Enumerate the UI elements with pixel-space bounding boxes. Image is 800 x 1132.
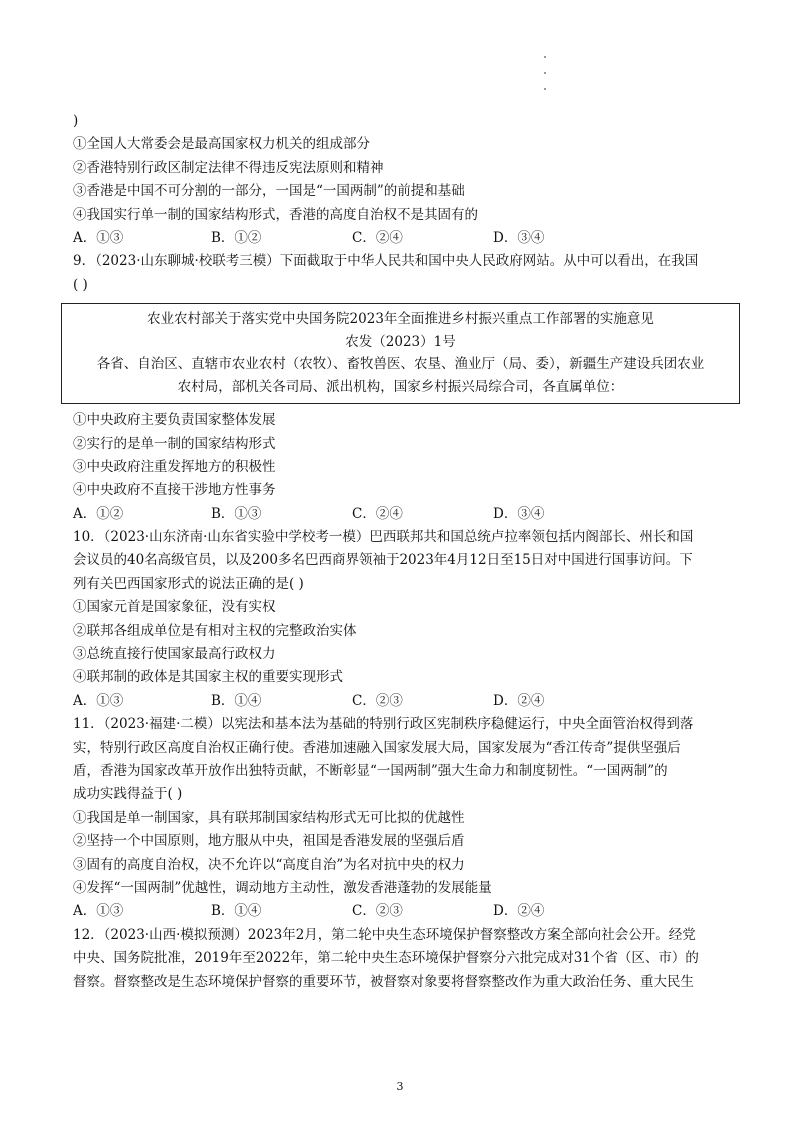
question-10: [73, 526, 733, 713]
option-c[interactable]: C．②③: [352, 903, 403, 920]
question-stem-line: 中央、国务院批准，2019年至2022年，第二轮中央生态环境保护督察分六批完成对31个省（区、市）的: [73, 950, 699, 967]
option-c[interactable]: C．②③: [352, 692, 403, 709]
page-number: 3: [396, 1080, 404, 1093]
option-d[interactable]: D．②④: [493, 692, 545, 709]
question-9: [73, 250, 733, 526]
answer-options: [73, 690, 733, 713]
answer-options: [73, 227, 733, 250]
statement: ②香港特别行政区制定法律不得违反宪法原则和精神: [73, 159, 384, 176]
question-stem-line: 会议员的40名高级官员，以及200多名巴西商界领袖于2023年4月12日至15日对中国进行国事访问。下: [73, 552, 693, 569]
option-b[interactable]: B．①③: [211, 505, 262, 522]
answer-options: [73, 900, 733, 923]
option-d[interactable]: D．②④: [493, 903, 545, 920]
statement: ①中央政府主要负责国家整体发展: [73, 412, 276, 429]
question-stem-line: 盾，香港为国家改革开放作出独特贡献，不断彰显“一国两制”强大生命力和制度韧性。“一国两制”的: [73, 762, 668, 779]
statement: ③中央政府注重发挥地方的积极性: [73, 458, 276, 475]
statement: ②实行的是单一制的国家结构形式: [73, 435, 276, 452]
statement: ④发挥“一国两制”优越性，调动地方主动性，激发香港蓬勃的发展能量: [73, 879, 492, 896]
prev-question: [73, 110, 733, 250]
question-stem-line: 督察。督察整改是生态环境保护督察的重要环节，被督察对象要将督察整改作为重大政治任务、重大民生: [73, 973, 694, 990]
excerpt-doc-number: 农发（2023）1号: [345, 333, 456, 350]
excerpt-title: 农业农村部关于落实党中央国务院2023年全面推进乡村振兴重点工作部署的实施意见: [147, 311, 654, 328]
scan-marks: [542, 56, 548, 104]
option-a[interactable]: A．①③: [73, 229, 124, 246]
excerpt-addressees: 各省、自治区、直辖市农业农村（农牧）、畜牧兽医、农垦、渔业厅（局、委），新疆生产建设兵团农业: [96, 356, 705, 373]
option-a[interactable]: A．①③: [73, 692, 124, 709]
exam-page: [73, 110, 733, 994]
statement: ②联邦各组成单位是有相对主权的完整政治实体: [73, 622, 357, 639]
statement: ②坚持一个中国原则，地方服从中央，祖国是香港发展的坚强后盾: [73, 833, 465, 850]
statement: ④我国实行单一制的国家结构形式，香港的高度自治权不是其固有的: [73, 206, 478, 223]
option-c[interactable]: C．②④: [352, 229, 403, 246]
option-b[interactable]: B．①④: [211, 903, 262, 920]
option-d[interactable]: D．③④: [493, 229, 545, 246]
document-excerpt-box: [61, 303, 740, 404]
question-stem-line: 9．（2023·山东聊城·校联考三模）下面截取于中华人民共和国中央人民政府网站。从中可以看出，在我国: [73, 253, 699, 270]
question-stem-line: 成功实践得益于( ): [73, 786, 183, 803]
question-stem-line: 12．（2023·山西·模拟预测）2023年2月，第二轮中央生态环境保护督察整改方案全部向社会公开。经党: [73, 926, 696, 943]
option-b[interactable]: B．①②: [211, 229, 262, 246]
statement: ④中央政府不直接干涉地方性事务: [73, 482, 276, 499]
question-stem-line: ): [73, 113, 79, 129]
question-stem-line: 列有关巴西国家形式的说法正确的是( ): [73, 575, 304, 592]
statement: ④联邦制的政体是其国家主权的重要实现形式: [73, 669, 343, 686]
question-stem-line: 10．（2023·山东济南·山东省实验中学校考一模）巴西联邦共和国总统卢拉率领包括内阁部长、州长和国: [73, 529, 694, 546]
question-stem-line: 实，特别行政区高度自治权正确行使。香港加速融入国家发展大局，国家发展为“香江传奇”提供坚强后: [73, 739, 681, 756]
answer-options: [73, 503, 733, 526]
question-12: [73, 924, 733, 994]
option-a[interactable]: A．①③: [73, 903, 124, 920]
option-b[interactable]: B．①④: [211, 692, 262, 709]
answer-blank: ( ): [73, 276, 88, 293]
statement: ①全国人大常委会是最高国家权力机关的组成部分: [73, 136, 370, 153]
statement: ①我国是单一制国家，具有联邦制国家结构形式无可比拟的优越性: [73, 809, 465, 826]
option-a[interactable]: A．①②: [73, 505, 124, 522]
statement: ③固有的高度自治权，决不允许以“高度自治”为名对抗中央的权力: [73, 856, 465, 873]
question-11: [73, 713, 733, 924]
option-c[interactable]: C．②④: [352, 505, 403, 522]
statement: ③总统直接行使国家最高行政权力: [73, 646, 276, 663]
question-stem-line: 11．（2023·福建·二模）以宪法和基本法为基础的特别行政区宪制秩序稳健运行，中央全面管治权得到落: [73, 716, 694, 733]
option-d[interactable]: D．③④: [493, 505, 545, 522]
excerpt-addressees: 农村局，部机关各司局、派出机构，国家乡村振兴局综合司，各直属单位：: [177, 378, 624, 395]
statement: ③香港是中国不可分割的一部分，一国是“一国两制”的前提和基础: [73, 183, 465, 200]
statement: ①国家元首是国家象征，没有实权: [73, 599, 276, 616]
